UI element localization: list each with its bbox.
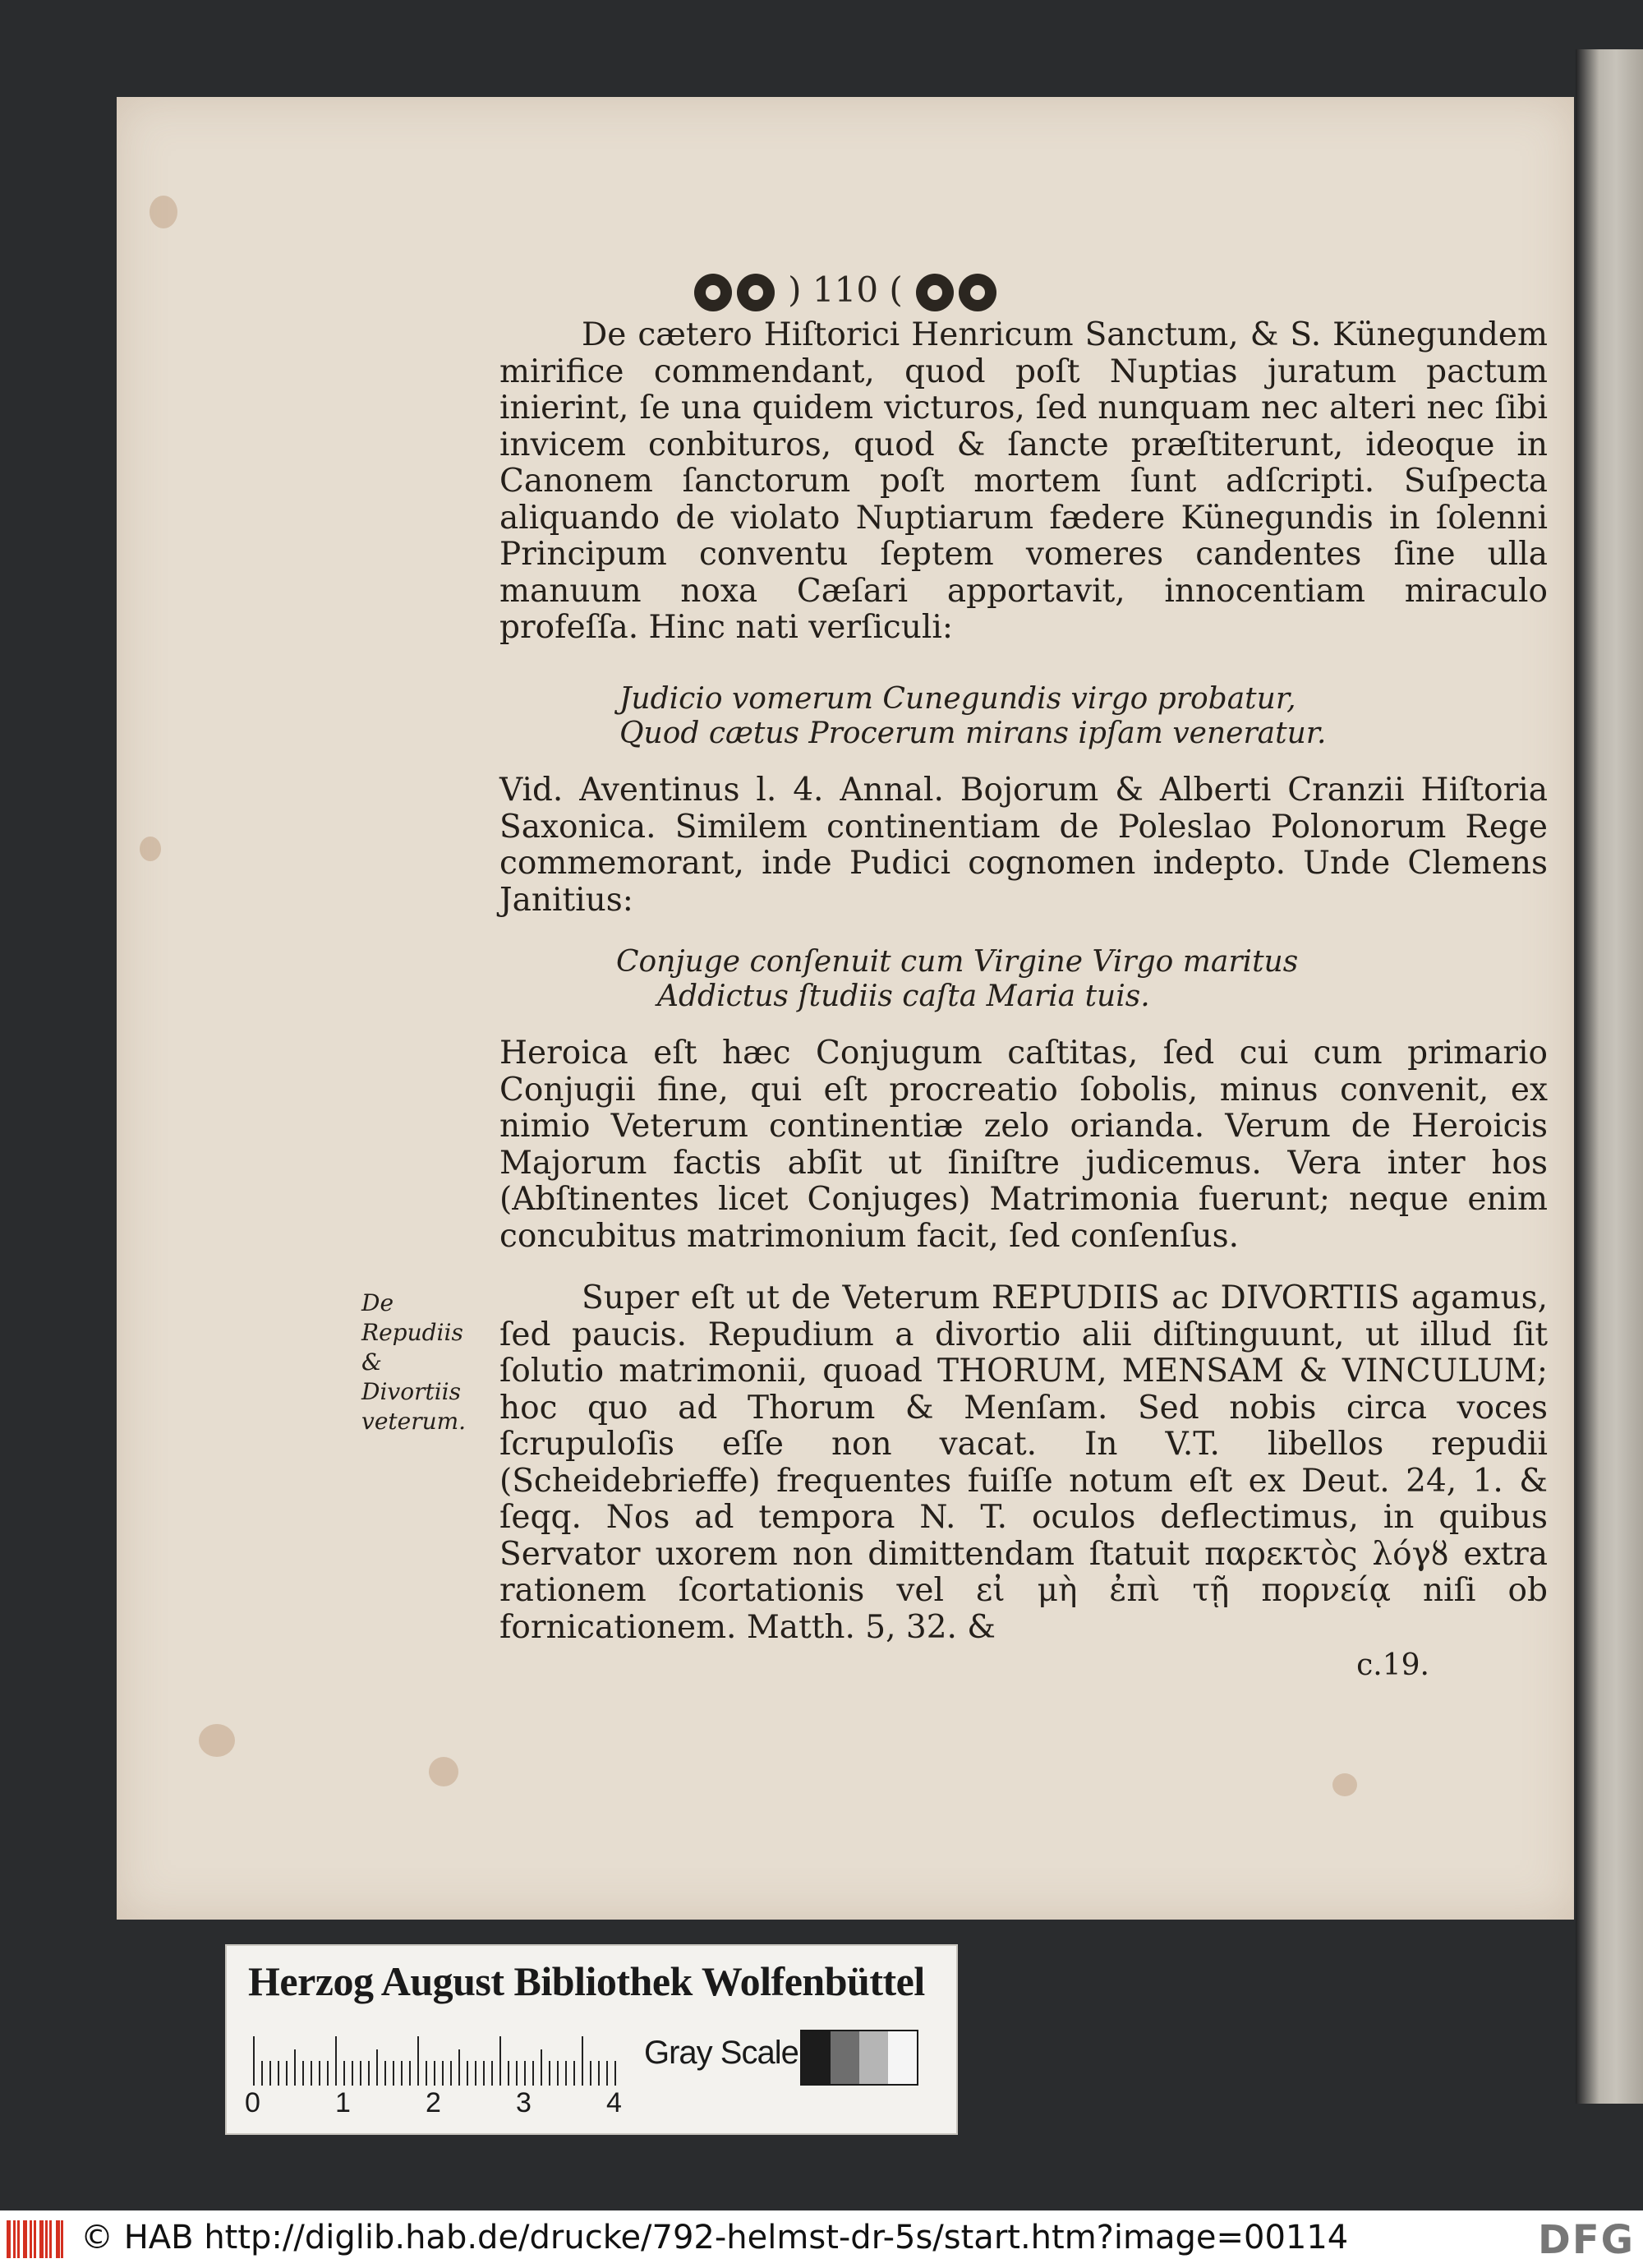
verse-line: Addictus ſtudiis caſta Maria tuis. (657, 980, 1150, 1013)
verse-1 (619, 682, 1523, 751)
ruler-tick (565, 2061, 567, 2086)
ruler-tick (442, 2061, 444, 2086)
logo-bar (56, 2220, 60, 2258)
logo-bar (7, 2220, 11, 2258)
ruler-tick (491, 2061, 493, 2086)
ruler-tick (458, 2049, 460, 2086)
ruler-tick (352, 2061, 353, 2086)
ruler-tick (286, 2061, 288, 2086)
ruler-tick (598, 2061, 600, 2086)
paragraph-4: Super eſt ut de Veterum REPUDIIS ac DIVORTIIS agamus, ſed paucis. Repudium a divortio alii diſtinguunt, ut illud ſit ſolutio matrimonii, quoad THORUM, MENSAM & VINCULUM; hoc quo ad Thorum & Menſam. Sed nobis circa voces ſcrupuloſis eſſe non vacat. In V.T. libellos repudii (Scheidebrieffe) frequentes fuiſſe notum eſt ex Deut. 24, 1. & ſeqq. Nos ad tempora N. T. oculos deflectimus, in quibus Servator uxorem non dimittendam ſtatuit παρεκτὸς λόγȣ extra rationem ſcortationis vel εἰ μὴ ἐπὶ τῇ πορνείᾳ niſi ob fornicationem. Matth. 5, 32. & (499, 1279, 1548, 1646)
gray-swatch (831, 2031, 859, 2084)
foxing-spot (140, 837, 161, 861)
foxing-spot (1332, 1773, 1357, 1796)
ruler-tick (253, 2036, 255, 2086)
logo-bar (13, 2220, 16, 2258)
ruler-number: 0 (245, 2087, 260, 2118)
ornament-icon (737, 274, 775, 311)
foxing-spot (199, 1724, 235, 1757)
gray-scale-label: Gray Scale (644, 2035, 798, 2071)
ruler-tick (401, 2061, 403, 2086)
ruler-tick (261, 2061, 263, 2086)
page-header (117, 270, 1574, 311)
logo-bar (34, 2220, 36, 2258)
ruler-tick (541, 2049, 542, 2086)
foxing-spot (429, 1757, 458, 1786)
ruler-tick (450, 2061, 452, 2086)
ruler-tick (360, 2061, 361, 2086)
foxing-spot (150, 196, 177, 228)
ruler-tick (483, 2061, 485, 2086)
footer-bar (0, 2210, 1643, 2268)
gray-swatch (888, 2031, 917, 2084)
logo-bar (61, 2220, 63, 2258)
ruler-number: 2 (426, 2087, 441, 2118)
ruler-number: 3 (516, 2087, 532, 2118)
logo-bar (49, 2220, 52, 2258)
ruler-tick (434, 2061, 435, 2086)
ruler-tick (475, 2061, 476, 2086)
ruler-tick (319, 2061, 320, 2086)
library-label-card (225, 1944, 958, 2135)
paragraph-2: Vid. Aventinus l. 4. Annal. Bojorum & Alberti Cranzii Hiſtoria Saxonica. Similem continentiam de Poleslao Polonorum Rege commemorant, inde Pudici cognomen indepto. Unde Clemens Janitius: (499, 772, 1548, 919)
ruler-tick (278, 2061, 279, 2086)
gray-scale-swatches (800, 2030, 918, 2086)
library-name: Herzog August Bibliothek Wolfenbüttel (248, 1958, 925, 2004)
ruler (253, 2031, 623, 2086)
ruler-tick (516, 2061, 518, 2086)
paragraph-1: De cætero Hiſtorici Henricum Sanctum, & S. Künegundem mirifice commendant, quod poſt Nuptias juratum pactum inierint, ſe una quidem victuros, ſed nunquam nec alteri nec ſibi invicem conbituros, quod & ſancte præſtiterunt, ideoque in Canonem ſanctorum poſt mortem ſunt adſcripti. Suſpecta aliquando de violato Nuptiarum fædere Künegundis in ſolenni Principum conventu ſeptem vomeres candentes ſine ulla manuum noxa Cæſari apportavit, innocentiam miraculo profeſſa. Hinc nati verſiculi: (499, 316, 1548, 646)
ruler-tick (335, 2036, 337, 2086)
logo-bar (17, 2220, 20, 2258)
ruler-tick (426, 2061, 427, 2086)
ruler-tick (368, 2061, 370, 2086)
book-page (117, 97, 1574, 1920)
logo-bar (45, 2220, 48, 2258)
ruler-tick (499, 2036, 501, 2086)
ruler-tick (409, 2061, 411, 2086)
verse-line: Judicio vomerum Cunegundis virgo probatur, (619, 682, 1296, 716)
ruler-tick (590, 2061, 591, 2086)
margin-note: De Repudiis & Divortiis veterum. (361, 1289, 467, 1435)
ruler-tick (294, 2049, 296, 2086)
adjacent-page-edge (1576, 49, 1643, 2104)
ornament-icon (959, 274, 996, 311)
verse-line: Quod cætus Procerum mirans ipſam veneratur. (619, 717, 1327, 750)
ruler-tick (532, 2061, 534, 2086)
page-number: ) 110 ( (788, 270, 903, 310)
ruler-numbers (245, 2087, 639, 2120)
ruler-number: 1 (335, 2087, 351, 2118)
ruler-tick (557, 2061, 559, 2086)
ruler-tick (573, 2061, 575, 2086)
ruler-tick (384, 2061, 386, 2086)
paragraph-3: Heroica eſt hæc Conjugum caſtitas, ſed cui cum primario Conjugii fine, qui eſt procreatio ſobolis, minus convenit, ex nimio Veterum continentiæ zelo orianda. Verum de Heroicis Majorum factis abſit ut ſiniſtre judicemus. Vera inter hos (Abſtinentes licet Conjuges) Matrimonia fuerunt; neque enim concubitus matrimonium facit, ſed conſenſus. (499, 1035, 1548, 1255)
logo-bar (23, 2220, 27, 2258)
dfg-logo: DFG (1537, 2217, 1635, 2263)
ruler-tick (327, 2061, 329, 2086)
ruler-tick (524, 2061, 526, 2086)
ruler-tick (508, 2061, 509, 2086)
gray-swatch (802, 2031, 831, 2084)
ruler-tick (343, 2061, 345, 2086)
gray-swatch (859, 2031, 888, 2084)
ruler-tick (582, 2036, 583, 2086)
ornament-icon (694, 274, 732, 311)
ruler-tick (549, 2061, 550, 2086)
logo-bar (30, 2220, 32, 2258)
ruler-tick (376, 2049, 378, 2086)
ruler-tick (311, 2061, 312, 2086)
ruler-tick (393, 2061, 394, 2086)
footer-url[interactable]: © HAB http://diglib.hab.de/drucke/792-helmst-dr-5s/start.htm?image=00114 (81, 2219, 1349, 2256)
ruler-tick (467, 2061, 468, 2086)
ruler-number: 4 (606, 2087, 622, 2118)
verse-line: Conjuge conſenuit cum Virgine Virgo maritus (616, 945, 1299, 979)
logo-bar (39, 2220, 44, 2258)
ruler-tick (269, 2061, 271, 2086)
hab-logo-icon (7, 2220, 66, 2258)
catchword: c.19. (1356, 1648, 1429, 1682)
ruler-tick (606, 2061, 608, 2086)
verse-2 (616, 945, 1520, 1014)
ruler-tick (417, 2036, 419, 2086)
ruler-tick (302, 2061, 304, 2086)
ornament-icon (916, 274, 954, 311)
ruler-tick (614, 2061, 616, 2086)
